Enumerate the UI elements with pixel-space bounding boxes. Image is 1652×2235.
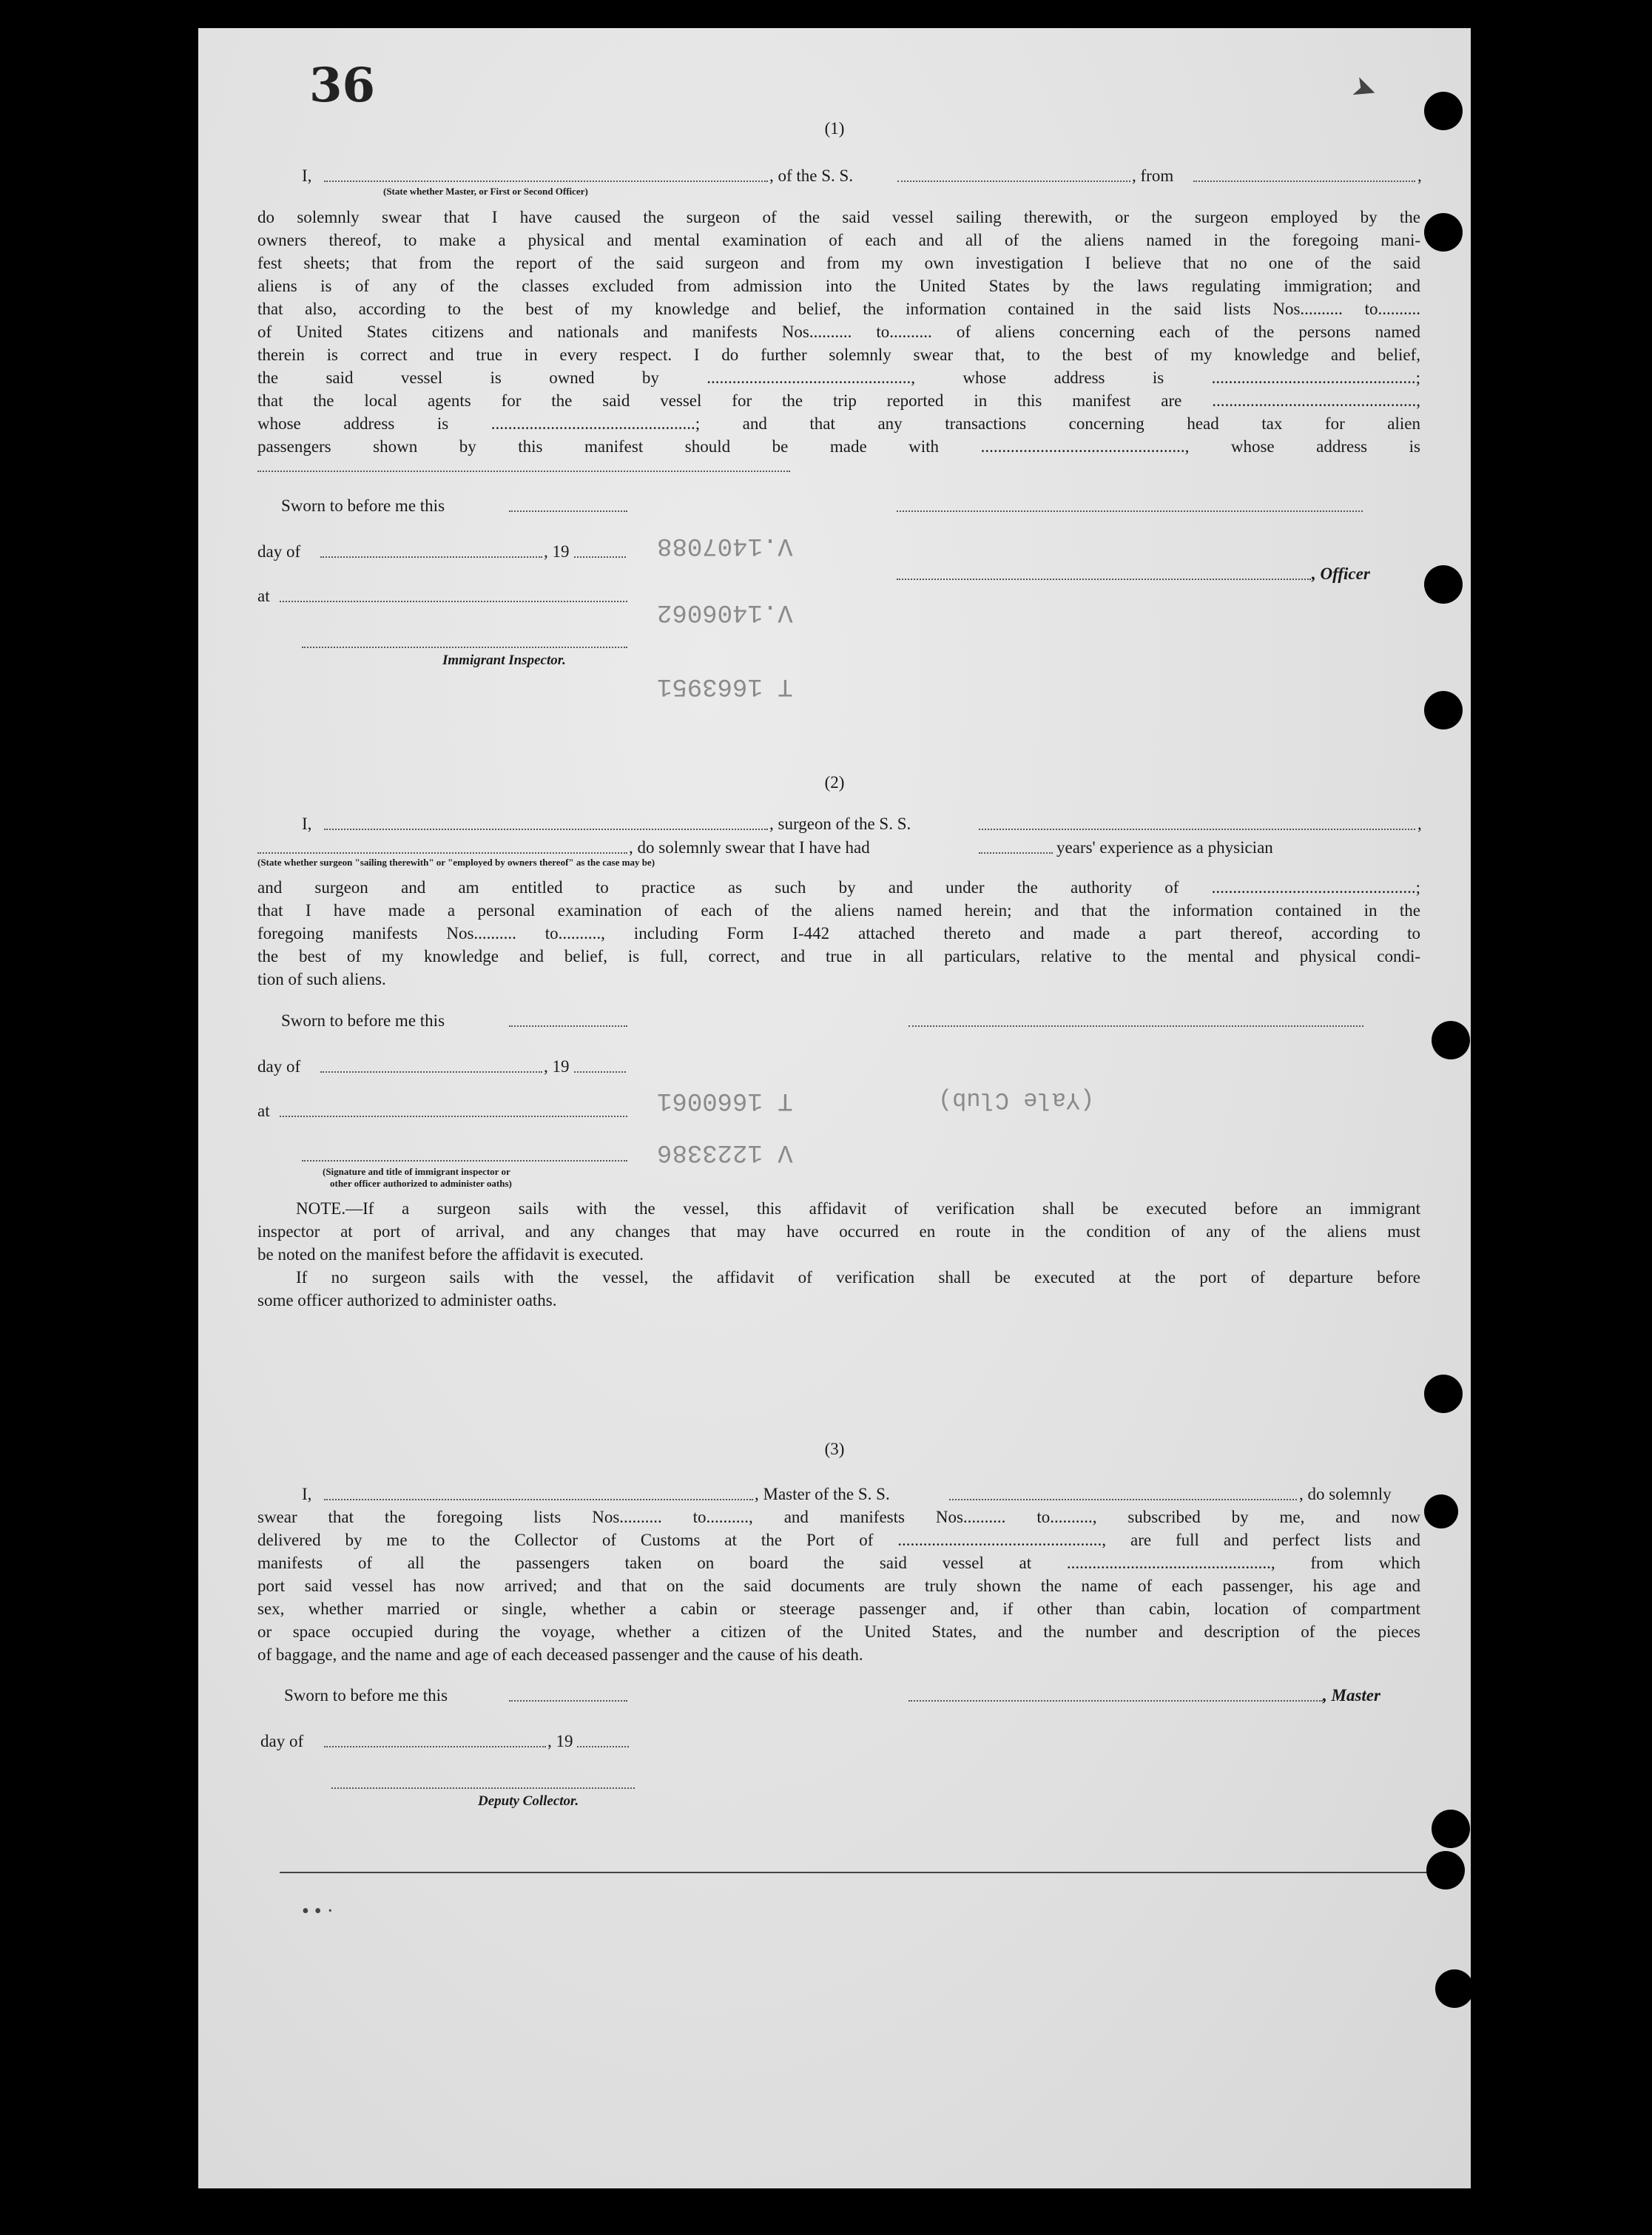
section3-day-of: day of	[260, 1732, 304, 1750]
body-line: of United States citizens and nationals and manifests Nos.......... to.......... of aliens concerning each of the persons named	[257, 323, 1420, 341]
ink-spots: • • ·	[302, 1900, 334, 1923]
section3-year: , 19	[547, 1732, 573, 1750]
body-line: delivered by me to the Collector of Customs at the Port of ................................................, are full and perfect lists and	[257, 1531, 1420, 1549]
note-line: inspector at port of arrival, and any changes that may have occurred en route in the condition of any of the aliens must	[257, 1222, 1420, 1241]
arrow-mark: ➤	[1347, 68, 1383, 109]
section3-number: (3)	[824, 1440, 845, 1458]
section1-body	[257, 206, 1420, 458]
year-field	[577, 1746, 629, 1747]
section3-master: , Master of the S. S.	[755, 1485, 890, 1503]
page-number: 36	[309, 58, 376, 113]
surgeon-signature-field	[908, 1025, 1363, 1027]
body-line: manifests of all the passengers taken on board the said vessel at ................................................, from which	[257, 1554, 1420, 1572]
body-line: the best of my knowledge and belief, is full, correct, and true in all particulars, relative to the mental and physical condi-	[257, 947, 1420, 965]
body-line: fest sheets; that from the report of the said surgeon and from my own investigation I believe that no one of the said	[257, 254, 1420, 272]
deputy-collector-label: Deputy Collector.	[478, 1793, 579, 1809]
punch-hole	[1424, 213, 1463, 252]
section3-sworn: Sworn to before me this	[284, 1686, 448, 1705]
body-line: sex, whether married or single, whether a cabin or steerage passenger and, if other than cabin, location of compartment	[257, 1599, 1420, 1618]
body-line: swear that the foregoing lists Nos.......... to.........., and manifests Nos.......... to.........., subscribed by me, and now	[257, 1508, 1420, 1526]
body-line: do solemnly swear that I have caused the surgeon of the said vessel sailing therewith, or the surgeon employed by the	[257, 208, 1420, 226]
punch-hole	[1424, 1375, 1463, 1413]
body-line: that the local agents for the said vessel for the trip reported in this manifest are ................................................,	[257, 391, 1420, 410]
master-label: , Master	[1323, 1686, 1380, 1705]
section2-swear: , do solemnly swear that I have had	[629, 838, 870, 857]
comma: ,	[1417, 166, 1422, 185]
punch-hole	[1424, 565, 1463, 604]
day-field	[320, 1071, 542, 1073]
punch-hole	[1424, 92, 1463, 130]
from-port-field	[1193, 181, 1415, 182]
years-field	[979, 852, 1053, 854]
officer-label: , Officer	[1312, 564, 1370, 583]
officer-name-field	[324, 181, 768, 182]
officer-signature-field	[302, 1160, 627, 1162]
section1-of-ss: , of the S. S.	[769, 166, 854, 185]
day-field	[320, 556, 542, 558]
address-field	[257, 471, 790, 472]
body-line: owners thereof, to make a physical and mental examination of each and all of the aliens named in the foregoing mani-	[257, 231, 1420, 249]
body-line: therein is correct and true in every respect. I do further solemnly swear that, to the best of my knowledge and belief,	[257, 345, 1420, 364]
master-name-field	[324, 1499, 753, 1500]
bottom-rule	[280, 1872, 1443, 1873]
section3-i: I,	[302, 1485, 312, 1503]
section2-year: , 19	[544, 1057, 570, 1076]
body-line: port said vessel has now arrived; and that on the said documents are truly shown the name of each passenger, his age and	[257, 1577, 1420, 1595]
inspector-label: Immigrant Inspector.	[442, 653, 566, 668]
body-line: passengers shown by this manifest should be made with ................................................, whose address is	[257, 437, 1420, 456]
surgeon-note: (State whether surgeon "sailing therewith" or "employed by owners thereof" as the case may be)	[257, 857, 655, 868]
surgeon-type-field	[257, 852, 627, 854]
section2-sworn: Sworn to before me this	[281, 1011, 445, 1030]
officer-signature-field	[897, 510, 1363, 512]
section2-number: (2)	[824, 773, 845, 792]
section2-surgeon: , surgeon of the S. S.	[769, 815, 911, 833]
note-line: NOTE.—If a surgeon sails with the vessel, this affidavit of verification shall be executed before an immigrant	[296, 1199, 1420, 1218]
inspector-signature-field	[302, 647, 627, 648]
section2-i: I,	[302, 815, 312, 833]
section3-body	[257, 1506, 1420, 1666]
section1-sworn: Sworn to before me this	[281, 496, 445, 515]
punch-hole	[1424, 691, 1463, 729]
note-line: If no surgeon sails with the vessel, the affidavit of verification shall be executed at the port of departure before	[296, 1268, 1420, 1287]
master-signature-field	[908, 1700, 1323, 1702]
master-note: (State whether Master, or First or Second Officer)	[383, 186, 588, 197]
section1-year: , 19	[544, 542, 570, 561]
show-through-text: (Yale Club)	[938, 1086, 1095, 1113]
body-line: that I have made a personal examination of each of the aliens named herein; and that the information contained in the	[257, 901, 1420, 920]
section1-day-of: day of	[257, 542, 301, 561]
sig-note-1: (Signature and title of immigrant inspector or	[323, 1166, 510, 1177]
section2-years: years' experience as a physician	[1056, 838, 1273, 857]
body-line: that also, according to the best of my knowledge and belief, the information contained in the said lists Nos.......... to..........	[257, 300, 1420, 318]
show-through-text: V 1223386	[657, 1138, 793, 1166]
note2-body	[257, 1266, 1420, 1312]
show-through-text: T 1663951	[657, 672, 793, 700]
comma: ,	[1417, 815, 1422, 833]
body-line: the said vessel is owned by ................................................, whose address is ................................................;	[257, 368, 1420, 387]
show-through-text: V.1406062	[657, 598, 793, 626]
day-field	[324, 1746, 546, 1747]
sworn-date-field	[509, 1700, 627, 1702]
sworn-date-field	[509, 510, 627, 512]
place-field	[280, 601, 627, 602]
note-line: some officer authorized to administer oaths.	[257, 1291, 557, 1309]
show-through-text: V.1407088	[657, 531, 793, 559]
body-line: whose address is ................................................; and that any transactions concerning head tax for alien	[257, 414, 1420, 433]
year-field	[574, 1071, 626, 1073]
manifest-page	[198, 28, 1471, 2188]
master-vessel-field	[949, 1499, 1297, 1500]
body-line: or space occupied during the voyage, whether a citizen of the United States, and the number and description of the pieces	[257, 1622, 1420, 1641]
year-field	[574, 556, 626, 558]
officer-title-field	[897, 579, 1311, 580]
punch-hole	[1426, 1851, 1465, 1890]
section1-number: (1)	[824, 119, 845, 138]
body-line: aliens is of any of the classes excluded from admission into the United States by the laws regulating immigration; and	[257, 277, 1420, 295]
punch-hole	[1432, 1810, 1470, 1848]
punch-hole	[1432, 1021, 1470, 1059]
section1-from: , from	[1132, 166, 1174, 185]
section2-at: at	[257, 1102, 270, 1120]
body-line: tion of such aliens.	[257, 970, 386, 988]
show-through-text: T 1660061	[657, 1086, 793, 1114]
section1-at: at	[257, 587, 270, 605]
note-body	[257, 1197, 1420, 1266]
place-field	[280, 1116, 627, 1117]
sworn-date-field	[509, 1025, 627, 1027]
section2-day-of: day of	[257, 1057, 301, 1076]
vessel-name-field	[897, 181, 1130, 182]
punch-hole	[1424, 1494, 1458, 1528]
collector-signature-field	[331, 1787, 635, 1789]
body-line: of baggage, and the name and age of each deceased passenger and the cause of his death.	[257, 1645, 863, 1664]
section3-solemnly: , do solemnly	[1299, 1485, 1392, 1503]
section1-i: I,	[302, 166, 312, 185]
punch-hole	[1435, 1969, 1474, 2008]
sig-note-2: other officer authorized to administer oaths)	[330, 1178, 512, 1189]
body-line: foregoing manifests Nos.......... to.........., including Form I-442 attached thereto and made a part thereof, according to	[257, 924, 1420, 943]
surgeon-vessel-field	[979, 829, 1415, 830]
surgeon-name-field	[324, 829, 768, 830]
note-line: be noted on the manifest before the affidavit is executed.	[257, 1245, 644, 1264]
body-line: and surgeon and am entitled to practice as such by and under the authority of ................................................;	[257, 878, 1420, 897]
section2-body	[257, 876, 1420, 991]
